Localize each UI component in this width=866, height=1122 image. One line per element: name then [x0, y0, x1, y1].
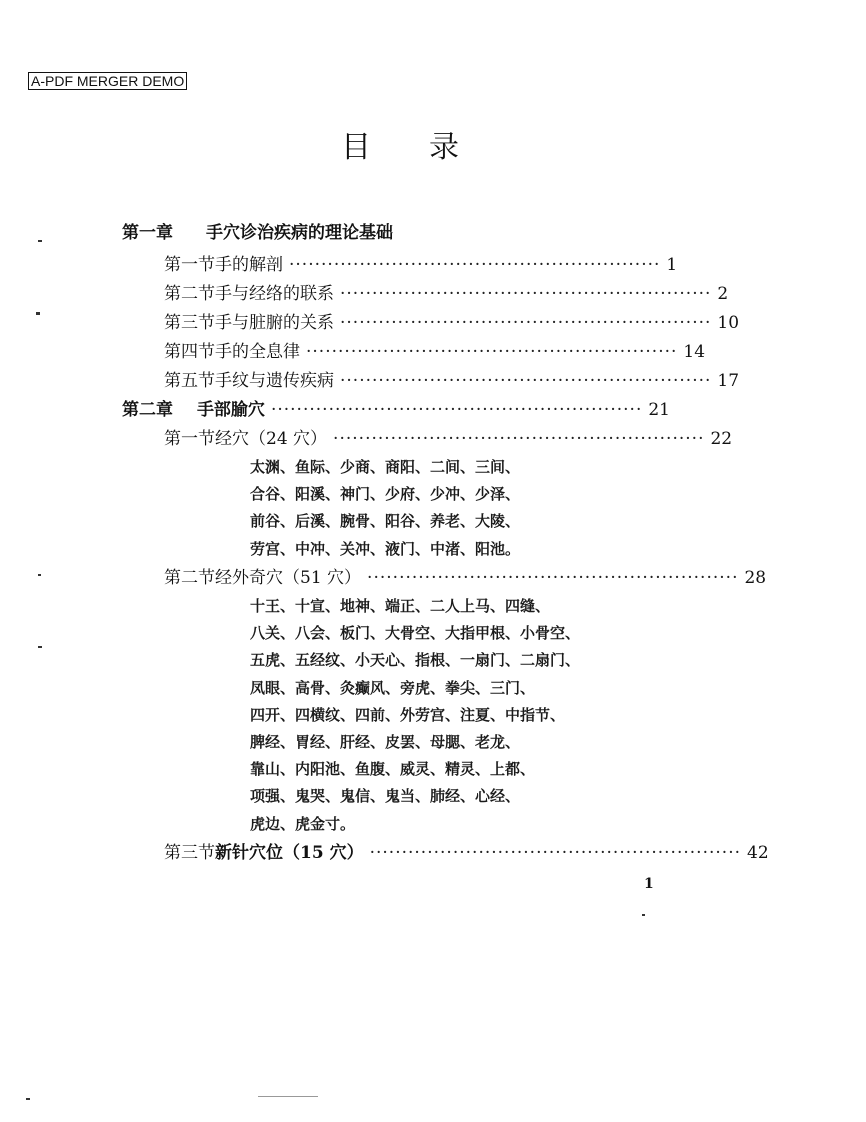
toc-entry[interactable] [164, 368, 740, 394]
page-ref: 2 [717, 284, 729, 304]
scan-speck [38, 574, 41, 576]
toc-entry[interactable] [164, 840, 769, 866]
scan-speck [38, 646, 42, 648]
list-item: 合谷、阳溪、神门、少府、少冲、少泽、 [250, 485, 521, 504]
page-title: 目录 [341, 130, 517, 165]
chapter-2-title: 手部腧穴 [196, 400, 265, 420]
list-item: 四开、四横纹、四前、外劳宫、注夏、中指节、 [250, 705, 566, 724]
leader-dots: ·························································· [340, 313, 712, 333]
list-item: 虎边、虎金寸。 [250, 814, 356, 833]
section-number: 第四节 [164, 342, 215, 362]
page-ref: 28 [744, 568, 767, 588]
section-number: 第三节 [164, 843, 215, 863]
page-ref: 14 [683, 342, 706, 362]
section-title: 手的解剖 [215, 255, 283, 275]
scan-speck [258, 1096, 318, 1097]
toc-entry[interactable] [164, 565, 767, 591]
leader-dots: ·························································· [306, 342, 678, 362]
chapter-2-label: 第二章 [122, 400, 173, 420]
list-item: 十王、十宣、地神、端正、二人上马、四缝、 [250, 597, 551, 615]
page-ref: 21 [648, 400, 670, 420]
section-title: 手的全息律 [215, 342, 300, 362]
toc-entry[interactable] [164, 281, 729, 307]
scan-speck [38, 240, 42, 242]
leader-dots: ·························································· [367, 568, 739, 588]
scan-speck [26, 1098, 30, 1100]
leader-dots: ·························································· [369, 843, 741, 863]
list-item: 凤眼、高骨、灸癫风、旁虎、拳尖、三门、 [250, 678, 536, 697]
section-title: 经外奇穴（51 穴） [215, 568, 362, 588]
toc-entry[interactable] [164, 339, 706, 365]
watermark-label: A-PDF MERGER DEMO [28, 72, 187, 90]
page-ref: 1 [666, 255, 678, 275]
section-title: 手与脏腑的关系 [215, 313, 334, 333]
leader-dots: ·························································· [270, 400, 643, 420]
acupoint-list [250, 593, 580, 838]
section-title: 经穴（24 穴） [215, 429, 328, 449]
section-title: 手与经络的联系 [215, 284, 334, 304]
section-title: 手纹与遗传疾病 [215, 371, 334, 391]
chapter-1-label: 第一章 [122, 223, 173, 243]
chapter-2-heading[interactable] [122, 397, 670, 423]
list-item: 前谷、后溪、腕骨、阳谷、养老、大陵、 [250, 512, 521, 531]
section-number: 第二节 [164, 284, 215, 304]
toc-entry[interactable] [164, 252, 678, 278]
section-number: 第五节 [164, 371, 215, 391]
chapter-1-title: 手穴诊治疾病的理论基础 [206, 223, 393, 243]
toc-entry[interactable] [164, 426, 733, 452]
list-item: 靠山、内阳池、鱼腹、威灵、精灵、上都、 [250, 760, 536, 779]
leader-dots: ·························································· [340, 284, 712, 304]
toc-entry[interactable] [164, 310, 740, 336]
acupoint-list [250, 454, 520, 563]
section-title: 新针穴位（15 穴） [215, 843, 364, 863]
list-item: 脾经、胃经、肝经、皮罢、母腮、老龙、 [250, 732, 521, 751]
list-item: 劳宫、中冲、关冲、液门、中渚、阳池。 [250, 539, 521, 558]
list-item: 项强、鬼哭、鬼信、鬼当、肺经、心经、 [250, 787, 521, 806]
page-ref: 22 [710, 429, 733, 449]
section-number: 第三节 [164, 313, 215, 333]
leader-dots: ·························································· [289, 255, 661, 275]
leader-dots: ·························································· [340, 371, 712, 391]
list-item: 八关、八会、板门、大骨空、大指甲根、小骨空、 [250, 624, 581, 643]
page-ref: 17 [717, 371, 740, 391]
page-number: 1 [644, 876, 654, 892]
list-item: 五虎、五经纹、小天心、指根、一扇门、二扇门、 [250, 651, 581, 670]
page-ref: 10 [717, 313, 740, 333]
page-ref: 42 [747, 843, 769, 863]
section-number: 第一节 [164, 255, 215, 275]
leader-dots: ·························································· [333, 429, 705, 449]
scan-speck [642, 914, 645, 916]
chapter-1-heading[interactable] [122, 220, 682, 246]
section-number: 第一节 [164, 429, 215, 449]
section-number: 第二节 [164, 568, 215, 588]
scan-speck [36, 312, 40, 315]
list-item: 太渊、鱼际、少商、商阳、二间、三间、 [250, 458, 521, 476]
